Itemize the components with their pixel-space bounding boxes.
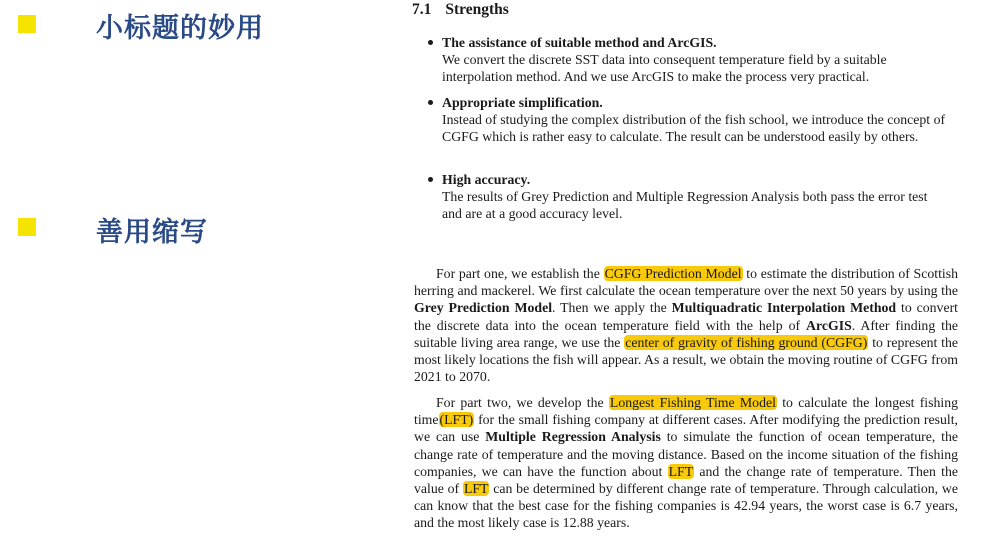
text-run: and the change rate of temperature. Then the value of [414, 463, 958, 497]
section-title: Strengths [445, 1, 509, 18]
strength-item-head: High accuracy. [442, 172, 531, 187]
bullet-dot [428, 177, 433, 182]
text-run: to estimate the distribution of Scottish herring and mackerel. We first calculate the ocean temperature over the next 50 years by using the [414, 266, 959, 299]
text-run: can be determined by different change rate of temperature. Through calculation, we can know that the best case for the fishing companies is 42.94 years, the worst case is 6.7 years, and the most likely case is 12.88 years. [414, 481, 958, 531]
text-run: to simulate the function of ocean temperature, the change rate of temperature and the moving distance. Based on the income situation of the fishing companies, we can have the function about [414, 429, 959, 479]
strength-item-1 [428, 34, 950, 85]
summary-paragraph-part-two [414, 394, 958, 532]
text-run: for the small fishing company at different cases. After modifying the prediction result, we can use [414, 412, 958, 445]
text-run: to convert the discrete data into the ocean temperature field with the help of [414, 300, 958, 333]
text-run: to calculate the longest fishing time [414, 395, 959, 428]
strength-item-3 [428, 171, 950, 222]
highlight-cgfg-definition: center of gravity of fishing ground (CGFG) [625, 334, 868, 350]
strength-item-2 [428, 94, 950, 145]
highlight-longest-fishing-time-model: Longest Fishing Time Model [609, 395, 776, 410]
text-run: . Then we apply the [552, 300, 667, 316]
bullet-square-2 [18, 218, 36, 236]
strength-item-body: The results of Grey Prediction and Multiple Regression Analysis both pass the error test and are at a good accuracy level. [442, 189, 928, 221]
section-heading [412, 1, 509, 19]
bullet-square-1 [18, 15, 36, 33]
strength-item-head: Appropriate simplification. [442, 95, 603, 110]
highlight-lft: LFT [463, 481, 489, 497]
section-number: 7.1 [412, 1, 432, 18]
strength-item-body: Instead of studying the complex distribution of the fish school, we introduce the concept of CGFG which is rather easy to calculate. The result can be understood easily by others. [442, 112, 946, 144]
bullet-dot [428, 100, 433, 105]
highlight-lft: LFT [668, 463, 694, 479]
text-run: to represent the most likely locations the fish will appear. As a result, we obtain the moving routine of CGFG from 2021 to 2070. [414, 334, 958, 385]
text-run: For part two, we develop the [436, 395, 604, 410]
text-run: . After finding the suitable living area range, we use the [414, 317, 958, 350]
strength-item-body: We convert the discrete SST data into consequent temperature field by a suitable interpolation method. And we use ArcGIS to make the process very practical. [442, 52, 887, 84]
highlight-lft-abbrev: (LFT) [439, 412, 474, 428]
highlight-cgfg-prediction-model: CGFG Prediction Model [604, 266, 742, 281]
bold-multiple-regression: Multiple Regression Analysis [485, 429, 661, 445]
bold-grey-prediction-model: Grey Prediction Model [414, 300, 553, 316]
summary-paragraph-part-one [414, 265, 958, 385]
bold-multiquadratic-method: Multiquadratic Interpolation Method [671, 300, 897, 316]
slide-title-abbreviation-usage: 善用缩写 [96, 217, 208, 248]
bullet-dot [428, 40, 433, 45]
strength-item-head: The assistance of suitable method and ArcGIS. [442, 35, 717, 50]
slide-title-subheading-usage: 小标题的妙用 [96, 13, 264, 44]
text-run: For part one, we establish the [436, 266, 600, 281]
bold-arcgis: ArcGIS [806, 317, 852, 333]
